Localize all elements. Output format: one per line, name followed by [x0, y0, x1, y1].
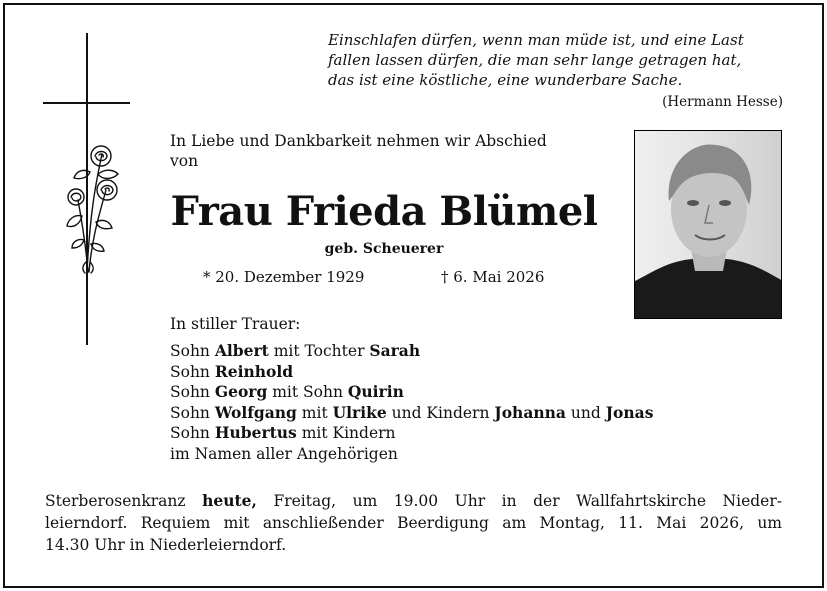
quote-line: fallen lassen dürfen, die man sehr lange getragen hat,	[328, 51, 742, 69]
mourner-row: Sohn Reinhold	[170, 361, 294, 381]
mourner-row: im Namen aller Angehörigen	[170, 444, 398, 463]
service-line: 14.30 Uhr in Niederleierndorf.	[45, 536, 287, 554]
portrait-photo	[634, 130, 782, 319]
mourner-row: Sohn Wolfgang mit Ulrike und Kindern Johanna und Jonas	[170, 402, 654, 422]
service-line: Sterberosenkranz heute, Freitag, um 19.00 Uhr in der Wallfahrtskirche Nieder-	[45, 491, 782, 510]
epigraph-quote	[328, 30, 784, 90]
mourner-row: Sohn Albert mit Tochter Sarah	[170, 341, 421, 360]
intro-line: von	[170, 152, 199, 170]
portrait-icon	[635, 131, 782, 319]
death-date: † 6. Mai 2026	[441, 268, 545, 286]
service-line: leierndorf. Requiem mit anschließender Beerdigung am Montag, 11. Mai 2026, um	[45, 514, 782, 532]
mourner-row: Sohn Hubertus mit Kindern	[170, 423, 396, 442]
cross-bar	[43, 102, 130, 104]
farewell-intro	[170, 131, 547, 171]
intro-line: In Liebe und Dankbarkeit nehmen wir Abschied	[170, 132, 547, 150]
deceased-name: Frau Frieda Blümel	[170, 188, 598, 235]
roses-icon	[60, 142, 130, 274]
quote-author: (Hermann Hesse)	[662, 94, 783, 110]
birth-date: * 20. Dezember 1929	[203, 268, 365, 286]
mourning-label: In stiller Trauer:	[170, 315, 301, 333]
mourners-list	[170, 341, 653, 464]
birth-name: geb. Scheuerer	[324, 241, 444, 257]
quote-line: Einschlafen dürfen, wenn man müde ist, und eine Last	[328, 31, 744, 49]
mourner-row: Sohn Georg mit Sohn Quirin	[170, 382, 404, 401]
service-announcement	[45, 490, 782, 556]
quote-line: das ist eine köstliche, eine wunderbare Sache.	[328, 71, 683, 89]
